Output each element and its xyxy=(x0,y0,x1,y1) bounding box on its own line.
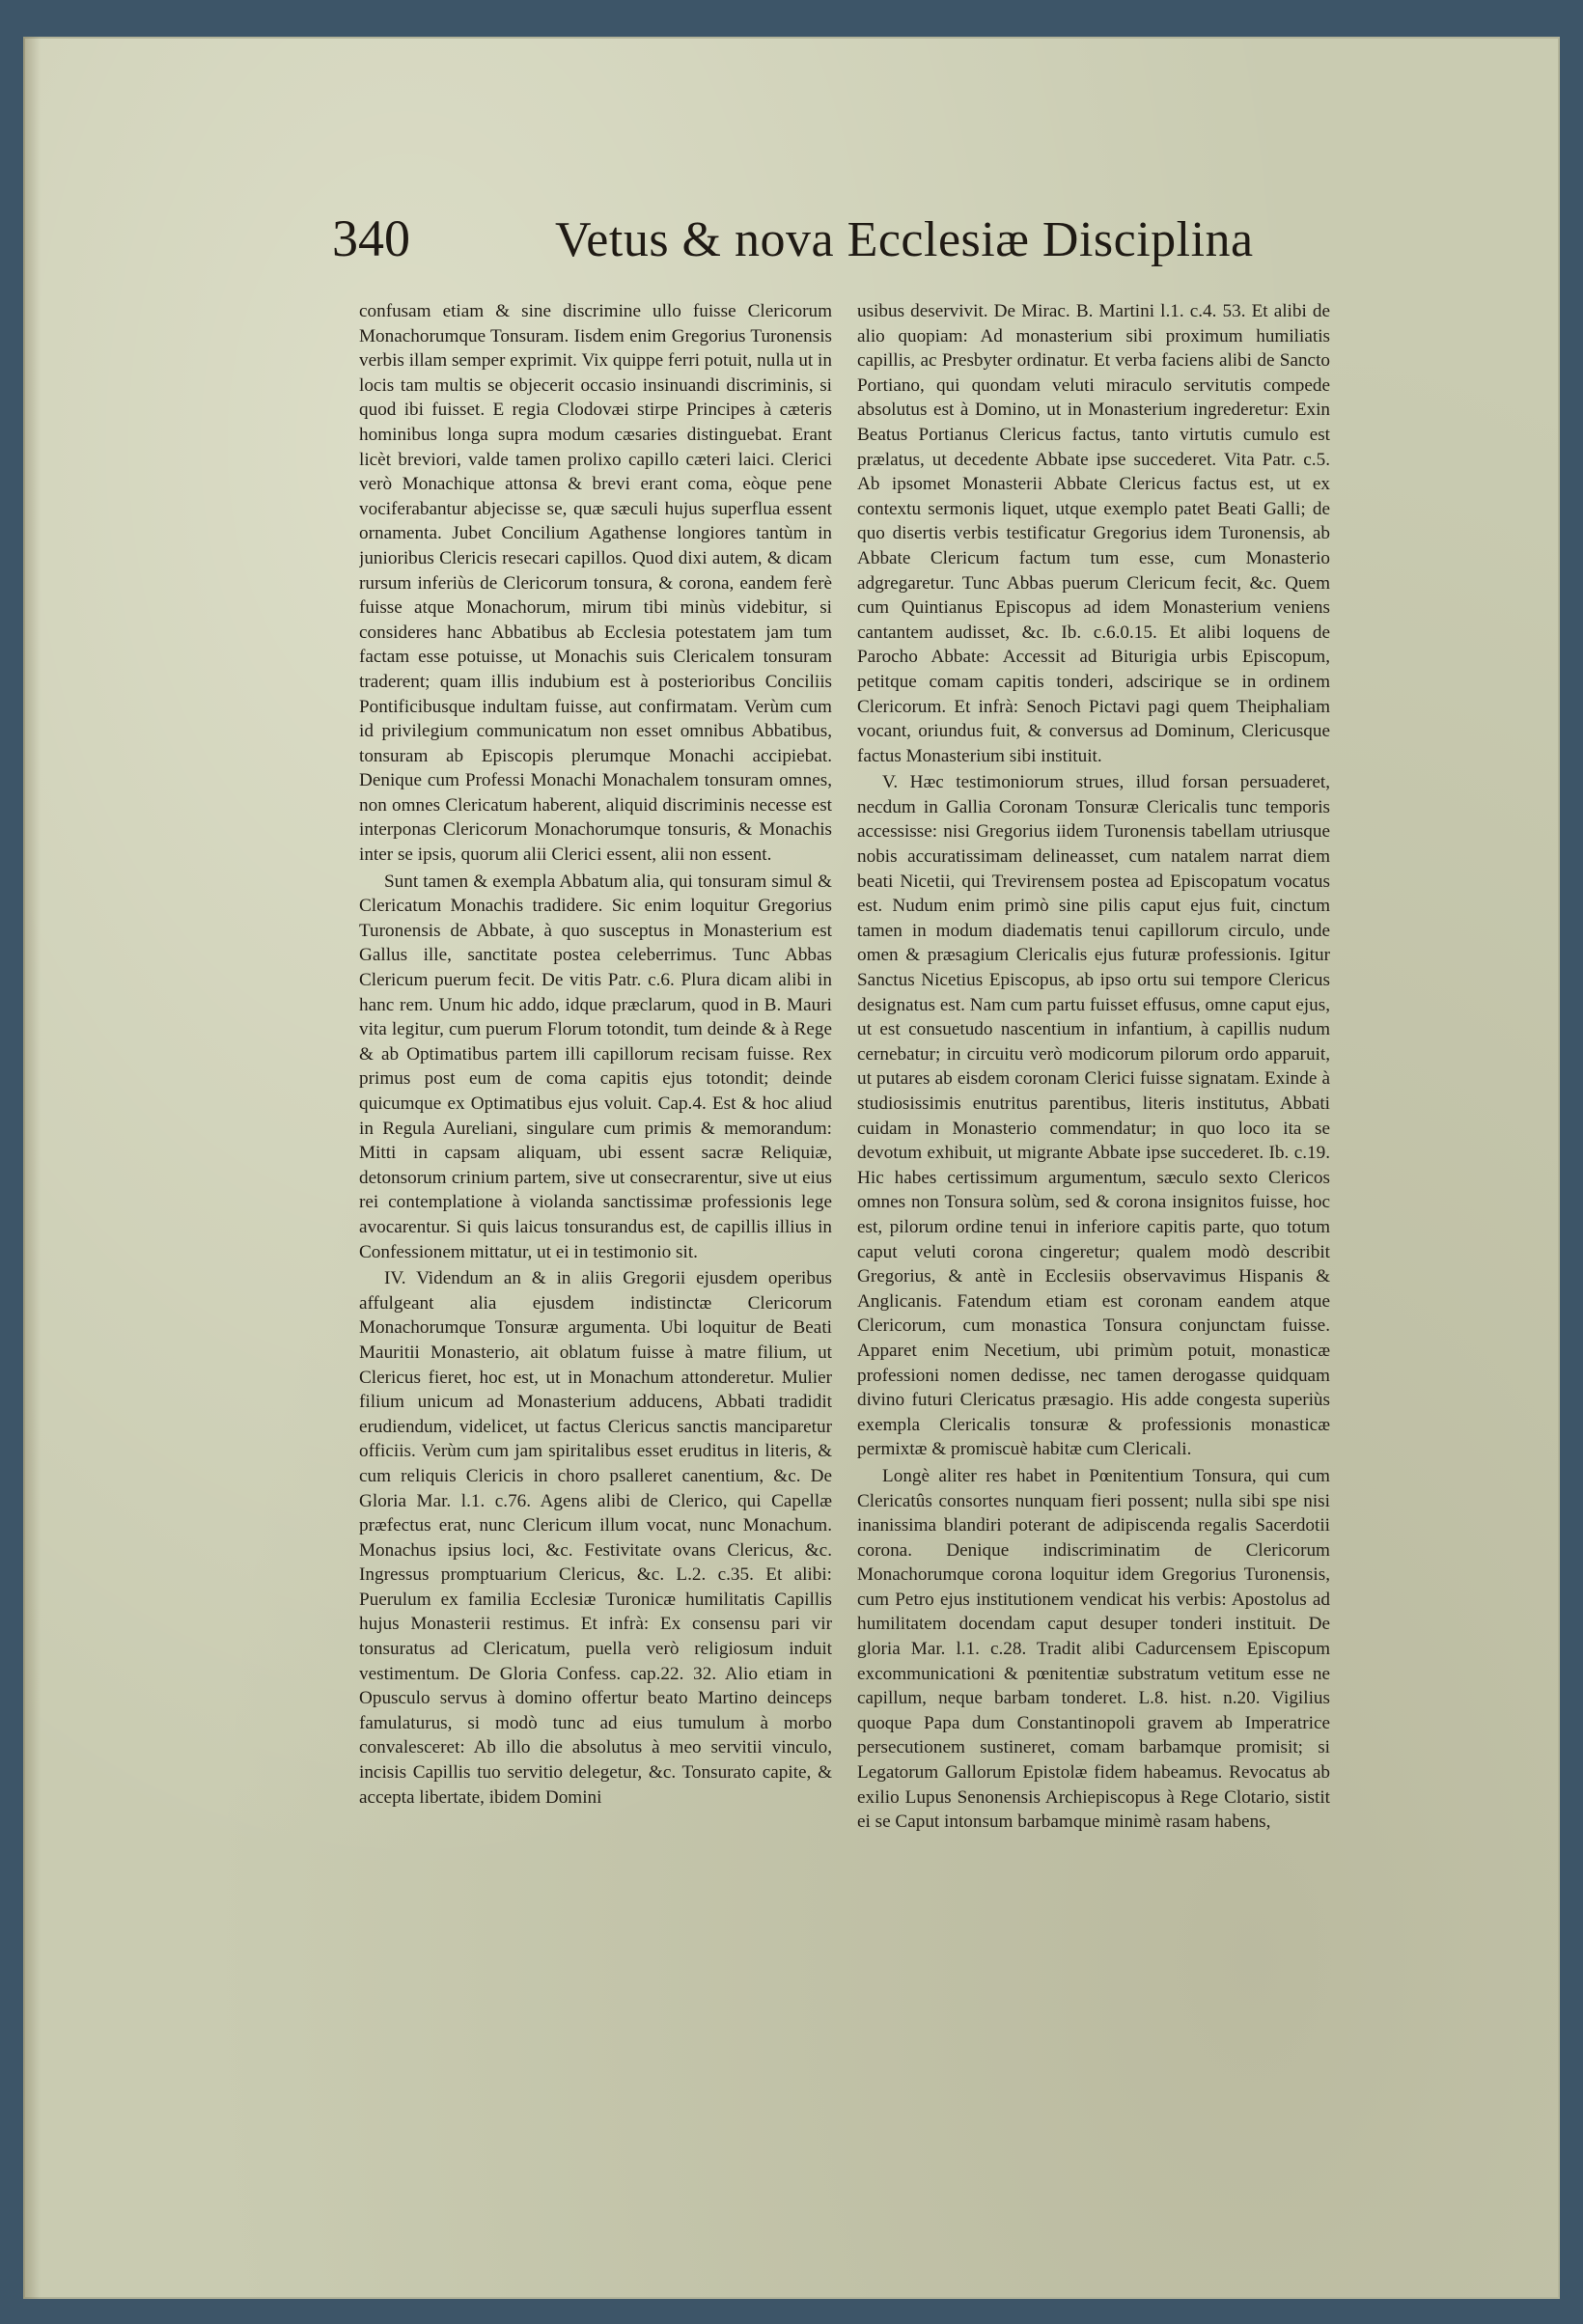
paragraph: Sunt tamen & exempla Abbatum alia, qui tonsuram simul & Clericatum Monachis tradidere. Sic enim loquitur Gregorius Turonensis de Abbate, à quo susceptus in Monasterium est Gallus ille, sanctitate postea celeberrimus. Tunc Abbas Clericum puerum fecit. De vitis Patr. c.6. Plura dicam alibi in hanc rem. Unum hic addo, idque præclarum, quod in B. Mauri vita legitur, cum puerum Florum totondit, tum deinde & à Rege & ab Optimatibus partem illi capillorum recisam fuisse. Rex primus post eum de coma capitis ejus totondit; deinde quicumque ex Optimatibus ejus voluit. Cap.4. Est & hoc aliud in Regula Aureliani, singulare cum primis & memorandum: Mitti in capsam aliquam, ubi essent sacræ Reliquiæ, detonsorum crinium partem, sive ut consecrarentur, sive ut eius rei contemplatione à violanda sanctissimæ professionis lege avocarentur. Si quis laicus tonsurandus est, de capillis illius in Confessionem mittatur, ut ei in testimonio sit. xyxy=(359,871,832,1262)
page-header xyxy=(332,208,1254,290)
paragraph: IV. Videndum an & in aliis Gregorii ejusdem operibus affulgeant alia ejusdem indistinctæ Clericorum Monachorumque Tonsuræ argumenta. Ubi loquitur de Beati Mauritii Monasterio, ait oblatum fuisse à matre filium, ut Clericus fieret, hoc est, ut in Monachum attonderetur. Mulier filium unicum ad Monasterium adducens, Abbati tradidit erudiendum, videlicet, ut factus Clericus sanctis manciparetur officiis. Verùm cum jam spiritalibus esset eruditus in literis, & cum reliquis Clericis in choro psalleret canentium, &c. De Gloria Mar. l.1. c.76. Agens alibi de Clerico, qui Capellæ præfectus erat, nunc Clericum illum vocat, nunc Monachum. Monachus ipsius loci, &c. Festivitate ovans Clericus, &c. Ingressus promptuarium Clericus, &c. L.2. c.35. Et alibi: Puerulum ex familia Ecclesiæ Turonicæ humilitatis Capillis hujus Monasterii restimus. Et infrà: Ex consensu pari vir tonsuratus ad Clericatum, puella verò religiosum induit vestimentum. De Gloria Confess. cap.22. 32. Alio etiam in Opusculo servus à domino offertur beato Martino deinceps famulaturus, si modò tunc ad eius tumulum à morbo convalesceret: Ab illo die absolutus à meo servitii vinculo, incisis Capillis tuo servitio delegetur, &c. Tonsurato capite, & accepta libertate, ibidem Domini xyxy=(359,1268,832,1808)
paragraph: Longè aliter res habet in Pœnitentium Tonsura, qui cum Clericatûs consortes nunquam fieri possent; nulla sibi spe nisi inanissima blandiri poterant de adipiscenda regalis Sacerdotii corona. Denique indiscriminatim de Clericorum Monachorumque corona loquitur idem Gregorius Turonensis, cum Petro ejus institutionem vendicat his verbis: Apostolus ad humilitatem docendam caput desuper tonderi instituit. De gloria Mar. l.1. c.28. Tradit alibi Cadurcensem Episcopum excommunicationi & pœnitentiæ substratum vetitum esse ne capillum, neque barbam tonderet. L.8. hist. n.20. Vigilius quoque Papa dum Constantinopoli gravem ab Imperatrice persecutionem sustineret, comam barbamque promisit; si Legatorum Gallorum Epistolæ fidem habeamus. Revocatus ab exilio Lupus Senonensis Archiepiscopus à Rege Clotario, sistit ei se Caput intonsum barbamque minimè rasam habens, xyxy=(857,1465,1330,1833)
book-page xyxy=(23,37,1560,2299)
page-number: 340 xyxy=(332,209,410,267)
paragraph: confusam etiam & sine discrimine ullo fuisse Clericorum Monachorumque Tonsuram. Iisdem enim Gregorius Turonensis verbis illam semper exprimit. Vix quippe ferri potuit, nulla ut in locis tam multis se objecerit occasio insinuandi discriminis, si quod ibi fuisset. E regia Clodovæi stirpe Principes à cæteris hominibus longa supra modum cæsaries distinguebat. Erant licèt breviori, valde tamen prolixo capillo cæteri laici. Clerici verò Monachique attonsa & brevi erant coma, eòque pene vociferabantur abjecisse se, quæ sæculi hujus superflua essent ornamenta. Jubet Concilium Agathense longiores tantùm in junioribus Clericis resecari capillos. Quod dixi autem, & dicam rursum inferiùs de Clericorum tonsura, & corona, eandem ferè fuisse atque Monachorum, mirum tibi minùs videbitur, si consideres hanc Abbatibus ab Ecclesia potestatem jam tum factam esse potuisse, ut Monachis suis Clericalem tonsuram traderent; quam illis indubium est à posterioribus Conciliis Pontificibusque indultam fuisse, aut confirmatam. Verùm cum id privilegium communicatum non esset omnibus Abbatibus, tonsuram ab Episcopis plerumque Monachi accipiebat. Denique cum Professi Monachi Monachalem tonsuram omnes, non omnes Clericatum haberent, aliquid discriminis necesse est interponas Clericorum Monachorumque tonsuris, & Monachis inter se ipsis, quorum alii Clerici essent, alii non essent. xyxy=(359,301,832,866)
paragraph: usibus deservivit. De Mirac. B. Martini l.1. c.4. 53. Et alibi de alio quopiam: Ad monasterium sibi proximum humiliatis capillis, ac Presbyter ordinatur. Et verba faciens alibi de Sancto Portiano, qui quondam veluti miraculo servitutis compede absolutus est à Domino, ut in Monasterium ingrederetur: Exin Beatus Portianus Clericus factus, tanto virtutis cumulo est prælatus, ut decedente Abbate ipse succederet. Vita Patr. c.5. Ab ipsomet Monasterii Abbate Clericus factus est, ut ex contextu sermonis liquet, utque exemplo patet Beati Galli; de quo disertis verbis testificatur Gregorius idem Turonensis, ab Abbate Clericum factum tum esse, cum Monasterio adgregaretur. Tunc Abbas puerum Clericum fecit, &c. Quem cum Quintianus Episcopus ad idem Monasterium veniens cantantem audisset, &c. Ib. c.6.0.15. Et alibi loquens de Parocho Abbate: Accessit ad Biturigia urbis Episcopum, petitque comam capitis tonderi, adscirique se in ordinem Clericorum. Et infrà: Senoch Pictavi pagi quem Theiphaliam vocant, oriundus fuit, & conversus ad Dominum, Clericusque factus Monasterium sibi instituit. xyxy=(857,301,1330,766)
running-title: Vetus & nova Ecclesiæ Disciplina xyxy=(555,212,1254,267)
left-text-column xyxy=(359,299,832,2200)
paragraph: V. Hæc testimoniorum strues, illud forsan persuaderet, necdum in Gallia Coronam Tonsuræ Clericalis tunc temporis accessisse: nisi Gregorius iidem Turonensis tabellam utriusque nobis accuratissimam delineasset, cum natalem narrat diem beati Nicetii, qui Trevirensem postea ad Episcopatum vocatus est. Nudum enim primò sine pilis caput ejus fuit, cinctum tamen in modum diadematis tenui capillorum circulo, unde omen & præsagium Clericalis ejus futuræ professionis. Igitur Sanctus Nicetius Episcopus, ab ipso ortu sui tempore Clericus designatus est. Nam cum partu fuisset effusus, omne caput ejus, ut est consuetudo nascentium in infantium, à capillis nudum cernebatur; in circuitu verò modicorum pilorum ordo apparuit, ut putares ab eisdem coronam Clerici fuisse signatam. Exinde à studiosissimis enutritus parentibus, literis institutus, Abbati cuidam in Monasterio commendatur; in quo loco ita se devotum exhibuit, ut migrante Abbate ipse succederet. Ib. c.19. Hic habes certissimum argumentum, sæculo sexto Clericos omnes non Tonsura solùm, sed & corona insignitos fuisse, hoc est, pilorum ordine tenui in inferiore capitis parte, quo totum caput veluti corona cingeretur; qualem modò describit Gregorius, & antè in Ecclesiis observavimus Hispanis & Anglicanis. Fatendum etiam est coronam eandem atque Clericorum, cum monastica Tonsura conjunctam fuisse. Apparet enim Necetium, ubi primùm potuit, monasticæ professioni nomen dedisse, nec tamen derogasse quidquam divino futuri Clericatus præsagio. His adde congesta superiùs exempla Clericalis tonsuræ & professionis monasticæ permixtæ & promiscuè habitæ cum Clericali. xyxy=(857,772,1330,1460)
right-text-column xyxy=(857,299,1330,2200)
